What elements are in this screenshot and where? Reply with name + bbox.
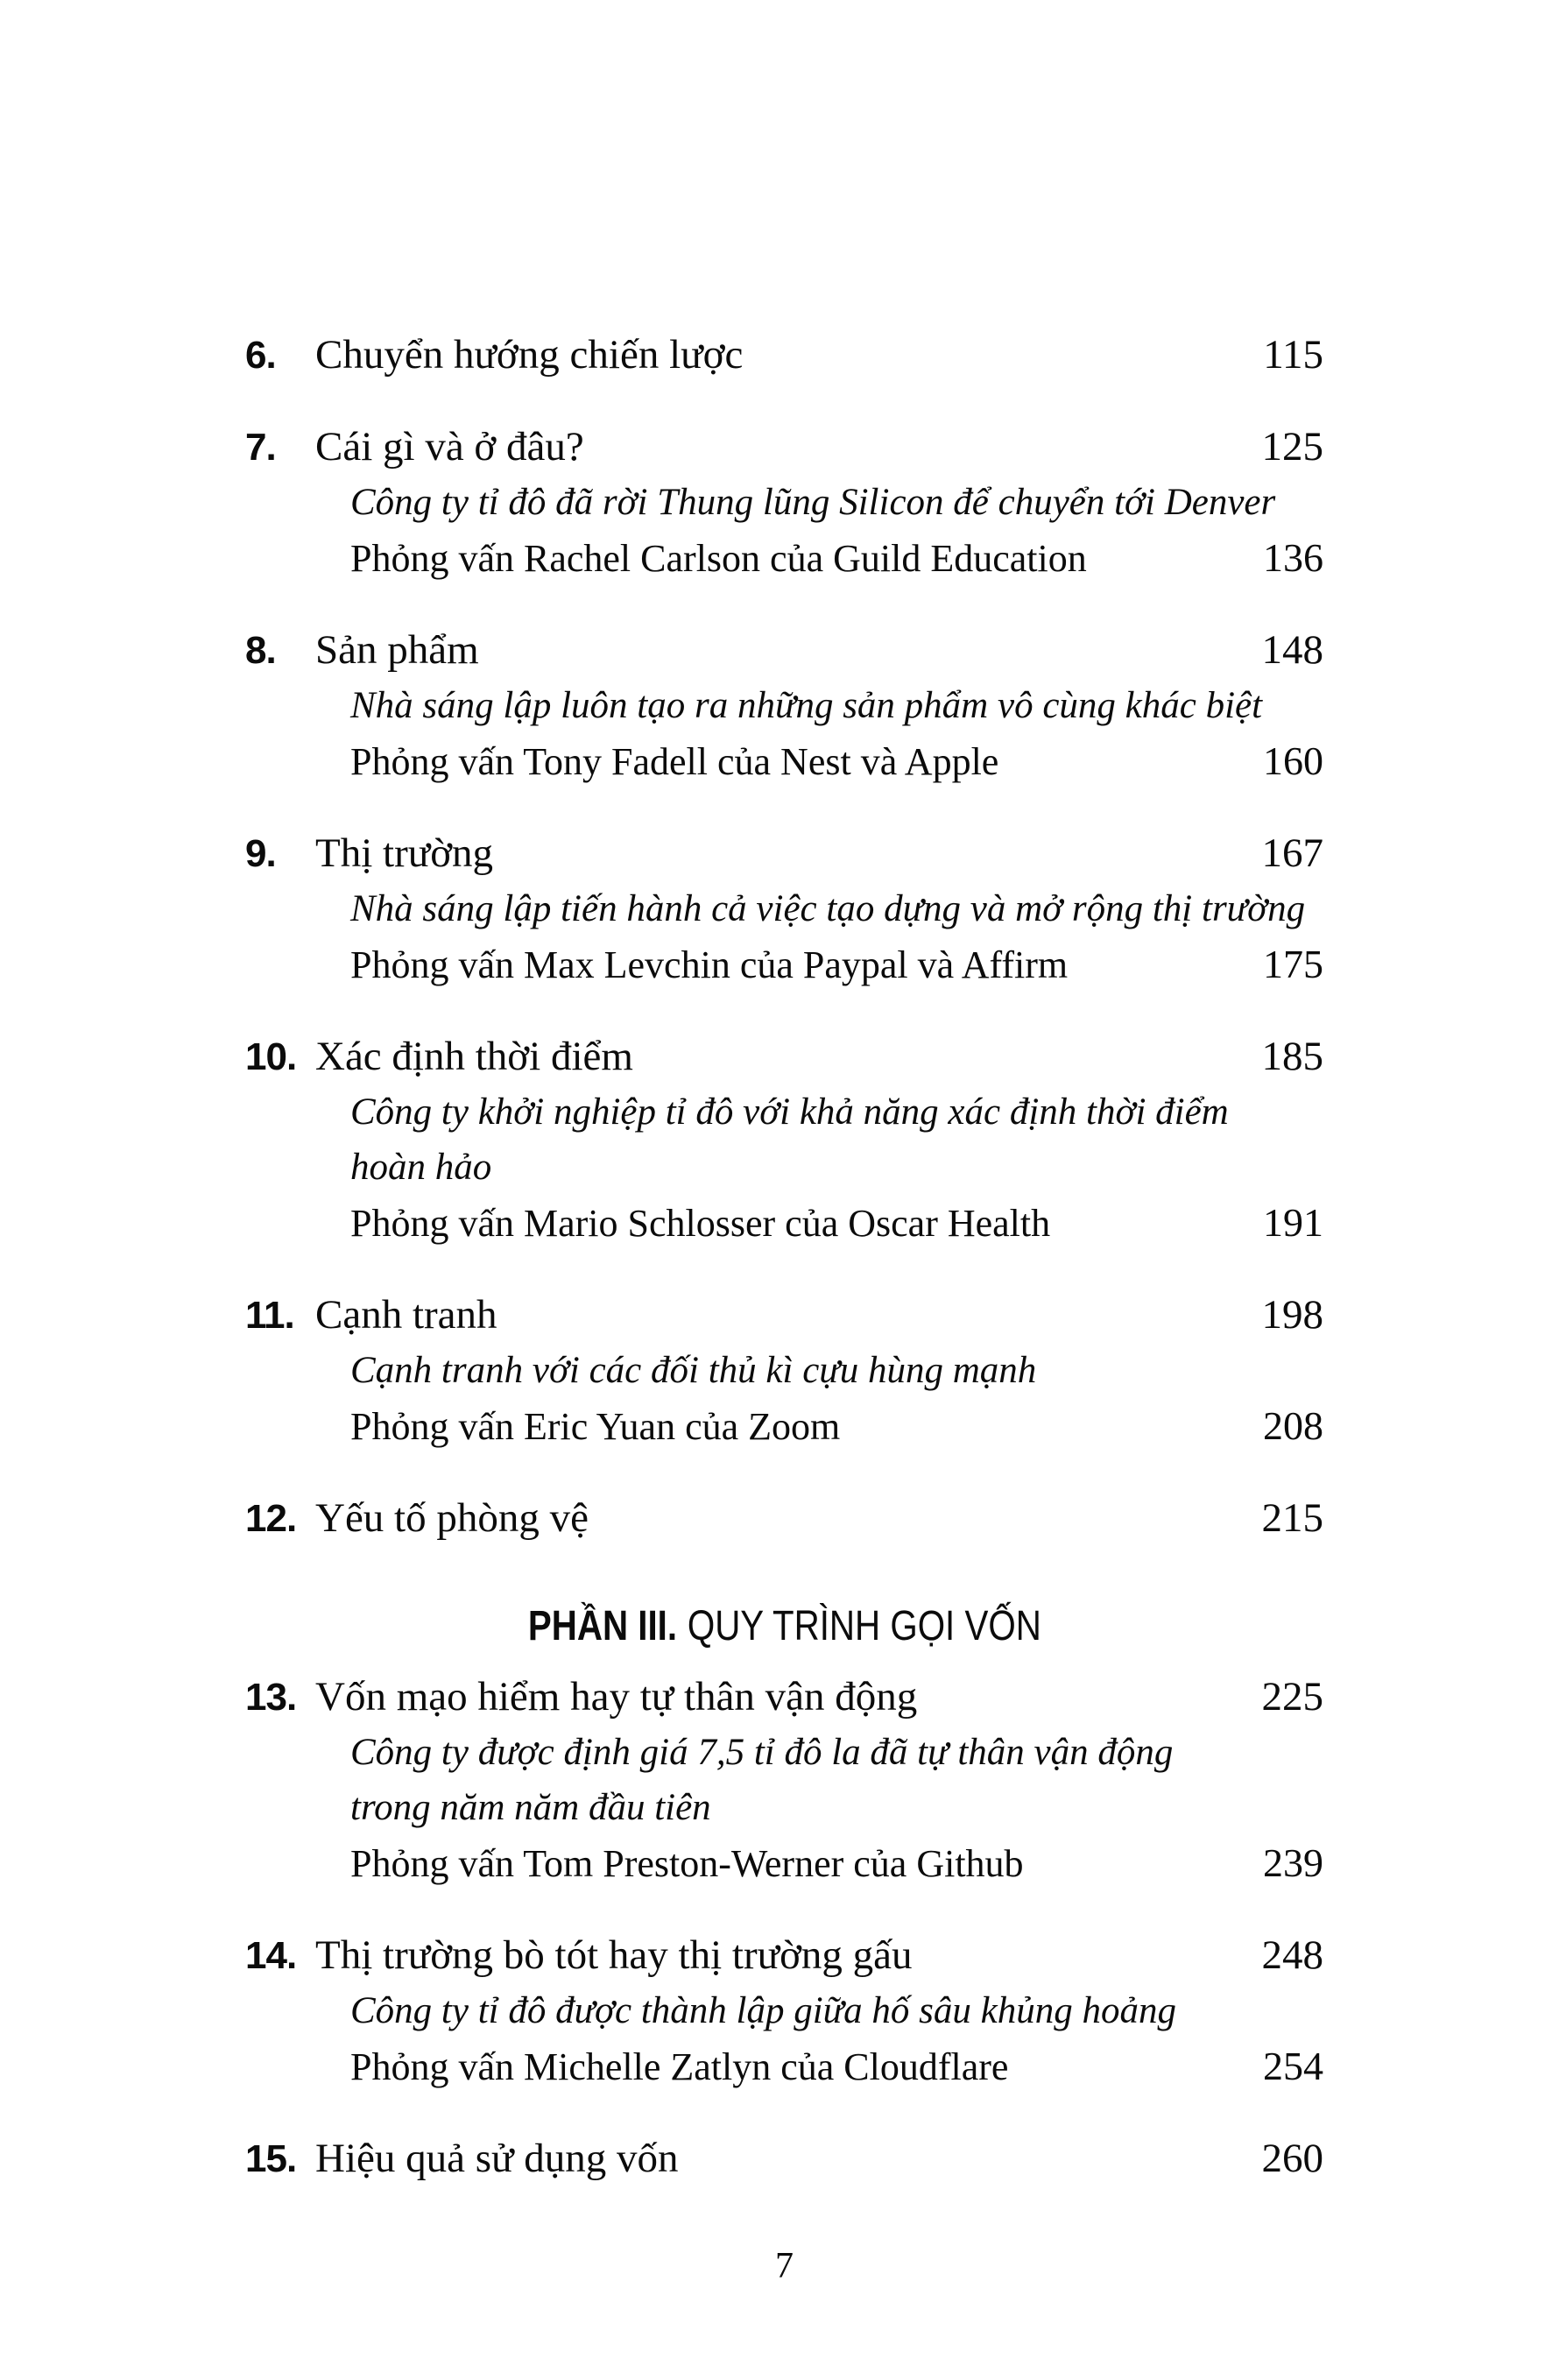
chapter-title: Vốn mạo hiểm hay tự thân vận động (315, 1674, 918, 1720)
chapter-title: Thị trường bò tót hay thị trường gấu (315, 1932, 913, 1978)
chapter-title: Thị trường (315, 830, 494, 876)
toc-subtitle-row (245, 1140, 1323, 1195)
toc-subtitle-row (245, 678, 1323, 733)
chapter-page-number: 185 (1261, 1034, 1323, 1079)
toc-interview-row (245, 733, 1323, 789)
toc-subtitle-row (245, 1725, 1323, 1780)
toc-entry (245, 623, 1323, 789)
toc-subtitle-row (245, 1084, 1323, 1140)
interview-line: Phỏng vấn Rachel Carlson của Guild Education (350, 537, 1087, 580)
subtitle-line: Công ty tỉ đô được thành lập giữa hố sâu khủng hoảng (350, 1990, 1176, 2031)
chapter-number: 13. (245, 1676, 297, 1719)
subtitle-line: Nhà sáng lập tiến hành cả việc tạo dựng và mở rộng thị trường (350, 888, 1306, 929)
chapter-page-number: 225 (1261, 1674, 1323, 1720)
toc-entry-title-row (245, 1029, 1323, 1084)
toc-entry (245, 2131, 1323, 2186)
chapter-title: Xác định thời điểm (315, 1034, 633, 1079)
toc-entry-title-row (245, 1491, 1323, 1546)
chapter-title: Hiệu quả sử dụng vốn (315, 2136, 679, 2181)
toc-entry (245, 1288, 1323, 1454)
chapter-title: Cái gì và ở đâu? (315, 424, 584, 470)
toc-entry-title-row (245, 826, 1323, 881)
toc-entry (245, 1670, 1323, 1891)
chapter-page-number: 148 (1261, 627, 1323, 673)
toc-entry (245, 420, 1323, 586)
subtitle-line: Nhà sáng lập luôn tạo ra những sản phẩm vô cùng khác biệt (350, 685, 1263, 726)
toc-subtitle-row (245, 1983, 1323, 2038)
interview-page-number: 191 (1263, 1200, 1323, 1245)
interview-page-number: 208 (1263, 1403, 1323, 1448)
chapter-number: 9. (245, 832, 276, 875)
subtitle-line: trong năm năm đầu tiên (350, 1787, 711, 1828)
chapter-page-number: 248 (1261, 1932, 1323, 1978)
chapter-number: 8. (245, 629, 276, 672)
subtitle-line: hoàn hảo (350, 1147, 492, 1188)
interview-page-number: 175 (1263, 942, 1323, 986)
chapter-number: 6. (245, 334, 276, 377)
toc-subtitle-row (245, 475, 1323, 530)
chapter-number: 7. (245, 426, 276, 469)
toc-entry-title-row (245, 2131, 1323, 2186)
chapter-title: Chuyển hướng chiến lược (315, 332, 744, 378)
toc-entry-title-row (245, 1670, 1323, 1725)
subtitle-line: Cạnh tranh với các đối thủ kì cựu hùng mạnh (350, 1350, 1037, 1391)
toc-entry-title-row (245, 1928, 1323, 1983)
interview-line: Phỏng vấn Tom Preston-Werner của Github (350, 1842, 1024, 1885)
chapter-number: 10. (245, 1035, 297, 1078)
subtitle-line: Công ty được định giá 7,5 tỉ đô la đã tự thân vận động (350, 1732, 1174, 1773)
chapter-page-number: 260 (1261, 2136, 1323, 2181)
part-heading-title: QUY TRÌNH GỌI VỐN (687, 1603, 1041, 1649)
chapter-title: Sản phẩm (315, 627, 479, 673)
chapter-page-number: 198 (1261, 1292, 1323, 1338)
subtitle-line: Công ty khởi nghiệp tỉ đô với khả năng xác định thời điểm (350, 1091, 1229, 1133)
toc-entry-title-row (245, 420, 1323, 475)
toc-subtitle-row (245, 881, 1323, 936)
footer-page-number: 7 (775, 2246, 794, 2286)
subtitle-line: Công ty tỉ đô đã rời Thung lũng Silicon để chuyển tới Denver (350, 482, 1276, 523)
chapter-number: 12. (245, 1497, 297, 1540)
interview-line: Phỏng vấn Mario Schlosser của Oscar Health (350, 1202, 1051, 1245)
toc-entry (245, 1928, 1323, 2094)
interview-page-number: 254 (1263, 2044, 1323, 2088)
toc-entry-title-row (245, 328, 1323, 383)
toc-entry-title-row (245, 623, 1323, 678)
chapter-page-number: 215 (1261, 1495, 1323, 1541)
chapter-number: 11. (245, 1294, 294, 1337)
chapter-page-number: 115 (1263, 332, 1323, 378)
toc-subtitle-row (245, 1343, 1323, 1398)
part-heading-label: PHẦN III. (527, 1603, 677, 1649)
toc-entry (245, 1029, 1323, 1251)
toc-subtitle-row (245, 1780, 1323, 1835)
chapter-page-number: 167 (1261, 830, 1323, 876)
toc-interview-row (245, 1195, 1323, 1251)
chapter-page-number: 125 (1261, 424, 1323, 470)
chapter-number: 14. (245, 1934, 297, 1977)
toc-interview-row (245, 2038, 1323, 2094)
interview-line: Phỏng vấn Tony Fadell của Nest và Apple (350, 740, 999, 783)
chapter-number: 15. (245, 2137, 297, 2180)
interview-page-number: 136 (1263, 535, 1323, 580)
toc-entry (245, 826, 1323, 992)
toc-interview-row (245, 1835, 1323, 1891)
toc-interview-row (245, 936, 1323, 992)
toc-entry (245, 1491, 1323, 1546)
chapter-title: Cạnh tranh (315, 1292, 497, 1338)
toc-interview-row (245, 1398, 1323, 1454)
toc-interview-row (245, 530, 1323, 586)
toc-entry-title-row (245, 1288, 1323, 1343)
toc-entry (245, 328, 1323, 383)
chapter-title: Yếu tố phòng vệ (315, 1495, 589, 1541)
interview-line: Phỏng vấn Max Levchin của Paypal và Affirm (350, 943, 1069, 986)
interview-page-number: 239 (1263, 1840, 1323, 1885)
interview-line: Phỏng vấn Michelle Zatlyn của Cloudflare (350, 2045, 1009, 2088)
table-of-contents (245, 328, 1323, 2223)
interview-page-number: 160 (1263, 738, 1323, 783)
part-heading (245, 1599, 1323, 1663)
interview-line: Phỏng vấn Eric Yuan của Zoom (350, 1405, 841, 1448)
